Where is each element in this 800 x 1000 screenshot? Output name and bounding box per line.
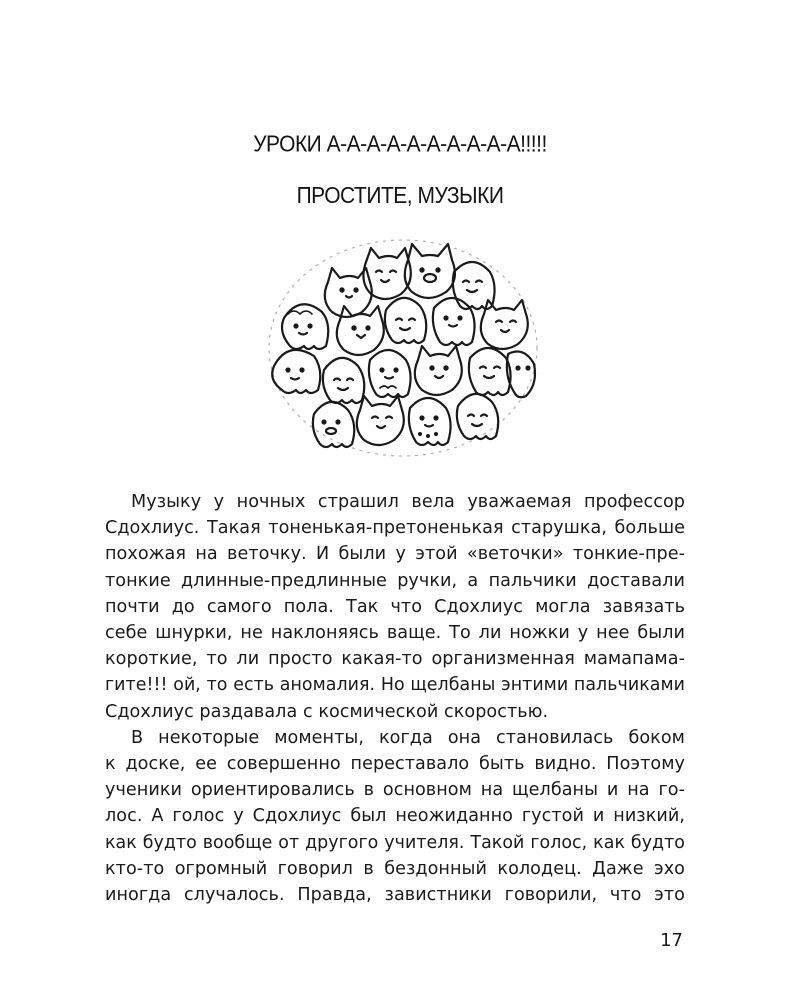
text-line: похожая на веточку. И были у этой «веточки» тонкие-пре- [105,544,685,565]
text-line: тонкие длинные-предлинные ручки, а пальчики доставали [105,570,685,591]
paragraph-2 [105,725,685,908]
ghost-cat-row-3 [272,346,535,403]
text-line: кто-то огромный говорил в бездонный колодец. Даже эхо [105,858,685,879]
page-number: 17 [660,930,683,951]
text-line: к доске, ее совершенно переставало быть видно. Поэтому [105,754,685,775]
text-line: Музыку у ночных страшил вела уважаемая профессор [131,492,685,512]
text-line: почти до самого пола. Так что Сдохлиус могла завязать [105,596,685,617]
ghosts-and-cats-circle-icon [262,220,544,470]
text-line: как будто вообще от другого учителя. Такой голос, как будто [105,832,685,853]
text-line: иногда случалось. Правда, завистники говорили, что это [105,885,685,906]
text-line: Сдохлиус. Такая тоненькая-претоненькая старушка, больше [105,518,685,539]
text-line: себе шнурки, не наклоняясь ваще. То ли ножки у нее были [105,623,685,644]
text-line: короткие, то ли просто какая-то организменная мамапама- [105,649,685,670]
text-line: лос. А голос у Сдохлиус был неожиданно густой и низкий, [105,806,685,827]
paragraph-1 [105,489,685,725]
text-line: ученики ориентировались в основном на щелбаны и на го- [105,780,685,801]
chapter-title [0,119,800,222]
text-line: В некоторые моменты, когда она становилась боком [131,727,685,748]
chapter-title-line-2: ПРОСТИТЕ, МУЗЫКИ [296,183,504,210]
chapter-title-line-1: УРОКИ А-А-А-А-А-А-А-А-А-А!!!!! [253,131,547,158]
body-text [105,489,685,908]
text-line: гите!!! ой, то есть аномалия. Но щелбаны энтими пальчиками [105,675,685,696]
text-line: Сдохлиус раздавала с космической скоростью. [105,701,549,722]
